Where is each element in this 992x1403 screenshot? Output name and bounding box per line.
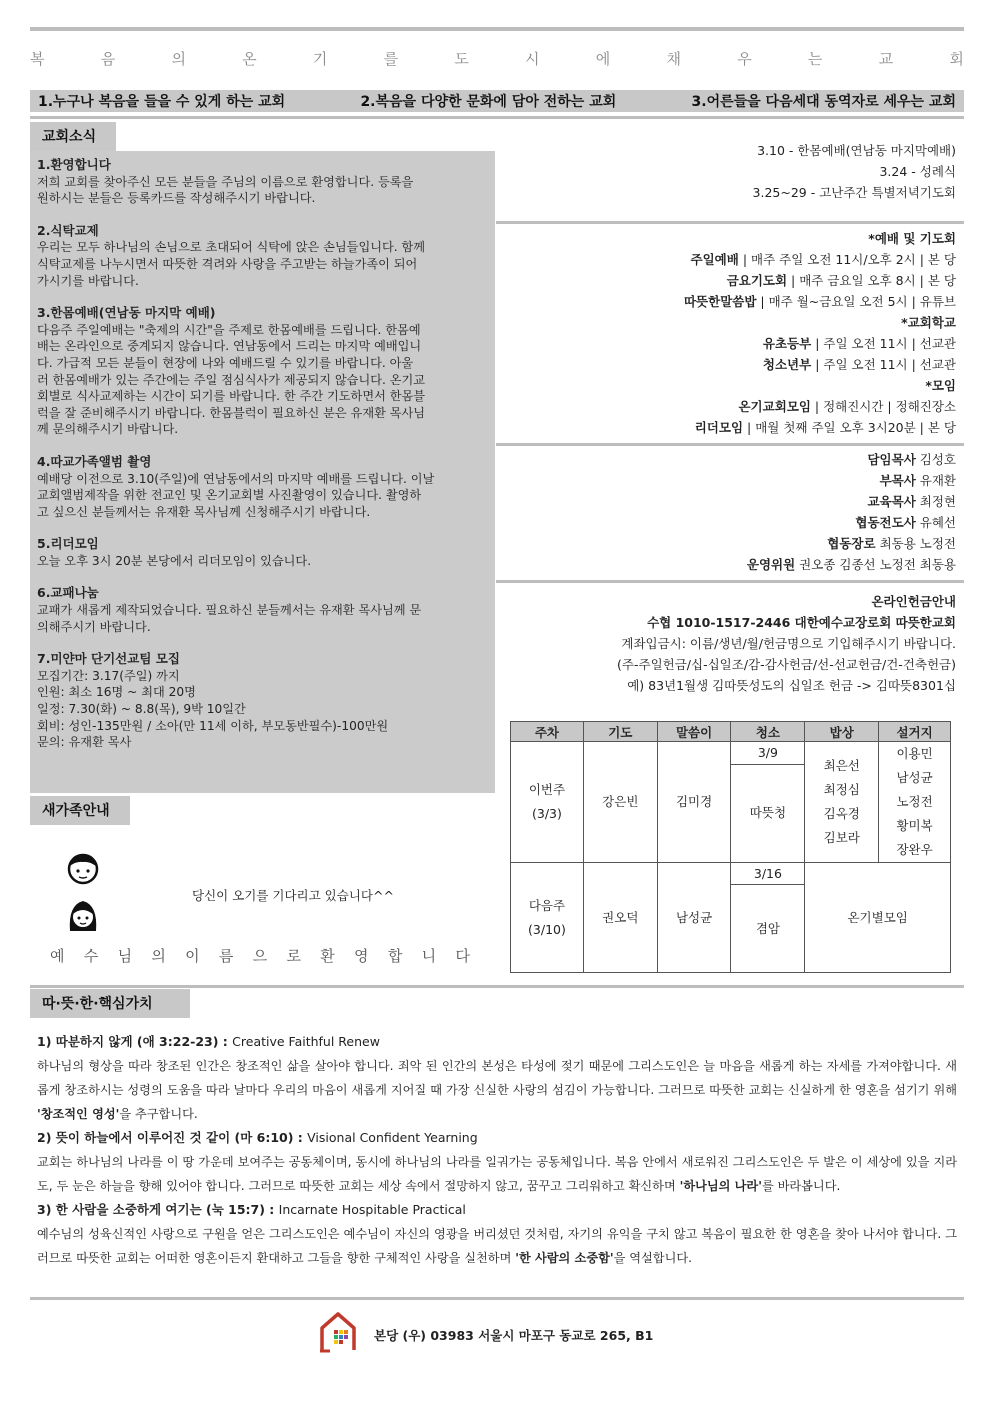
news-line: 회비: 성인-135만원 / 소아(만 11세 이하, 부모동반필수)-100만원 xyxy=(37,718,389,733)
staff-item xyxy=(496,554,956,575)
staff-item xyxy=(496,470,956,491)
week-cell: 다음주 (3/10) xyxy=(511,863,584,973)
prayer-cell: 권오덕 xyxy=(583,863,657,973)
value-3: 3.어른들을 다음세대 동역자로 세우는 교회 xyxy=(691,94,956,110)
offering-line: (주-주일헌금/십-십일조/감-감사헌금/선-선교헌금/건-건축헌금) xyxy=(617,657,956,672)
clean-date-cell: 3/9 xyxy=(731,742,805,765)
week-cell: 이번주 (3/3) xyxy=(511,742,584,863)
news-item-body xyxy=(37,471,488,521)
welcome-char: 환 xyxy=(320,947,335,965)
motto-char: 도 xyxy=(454,50,469,68)
core-value-title xyxy=(37,1030,957,1054)
motto-char: 시 xyxy=(525,50,540,68)
news-line: 고 싶으신 분들께서는 유재환 목사님께 신청해주시기 바랍니다. xyxy=(37,504,371,519)
schedule-item: 3.10 - 한몸예배(연남동 마지막예배) xyxy=(757,143,956,158)
cleaner-cell: 따뜻청 xyxy=(731,764,805,862)
column-header: 밥상 xyxy=(805,722,879,742)
worship-item-name: 따뜻한말씀밥 xyxy=(683,294,757,309)
core-value-emphasis: '창조적인 영성' xyxy=(37,1107,120,1121)
staff-item-detail: 유재환 xyxy=(915,473,956,488)
staff-item xyxy=(496,533,956,554)
online-offering-info xyxy=(496,591,964,696)
news-line: 다음주 주일예배는 "축제의 시간"을 주제로 한몸예배를 드립니다. 한몸예 xyxy=(37,322,421,337)
staff-item-name: 부목사 xyxy=(879,473,916,488)
motto-char: 우 xyxy=(737,50,752,68)
staff-item-detail: 최정현 xyxy=(915,494,956,509)
top-rule xyxy=(30,27,964,31)
core-rule-bottom xyxy=(30,1297,964,1300)
news-item-body xyxy=(37,553,488,570)
worship-item xyxy=(496,291,956,312)
welcome-char: 이 xyxy=(185,947,200,965)
news-line: 우리는 모두 하나님의 손님으로 초대되어 식탁에 앉은 손님들입니다. 함께 xyxy=(37,240,426,255)
dishes-cell xyxy=(879,742,951,863)
motto-char: 는 xyxy=(807,50,823,68)
person-name: 이용민 xyxy=(896,746,933,761)
core-value-title xyxy=(37,1126,957,1150)
meeting-item-detail: | 매월 첫째 주일 오후 3시20분 | 본 당 xyxy=(743,420,956,435)
worship-item-name: 금요기도회 xyxy=(726,273,788,288)
welcome-char: 합 xyxy=(387,947,403,965)
staff-item-name: 운영위원 xyxy=(746,557,796,572)
newcomer-footer xyxy=(50,945,470,966)
offering-line: 계좌입금시: 이름/생년/월/헌금명으로 기입해주시기 바랍니다. xyxy=(621,636,956,651)
welcome-char: 의 xyxy=(151,947,166,965)
staff-item-name: 담임목사 xyxy=(867,452,916,467)
offering-account: 수협 1010-1517-2446 대한예수교장로회 따뜻한교회 xyxy=(647,615,956,630)
news-item-title: 3.한몸예배(연남동 마지막 예배) xyxy=(37,305,216,321)
news-item-body xyxy=(37,668,488,751)
core-value-emphasis: '한 사람의 소중함' xyxy=(515,1251,614,1265)
news-item-body xyxy=(37,322,488,438)
news-line: 원하시는 분들은 등록카드를 작성해주시기 바랍니다. xyxy=(37,191,316,206)
core-value-title xyxy=(37,1198,957,1222)
staff-item xyxy=(496,449,956,470)
person-name: 장완우 xyxy=(896,842,933,857)
value-1: 1.누구나 복음을 들을 수 있게 하는 교회 xyxy=(38,94,286,110)
news-item xyxy=(37,157,488,207)
column-header: 기도 xyxy=(583,722,657,742)
church-news-box xyxy=(30,151,495,793)
worship-item-detail: | 매주 월~금요일 오전 5시 | 유튜브 xyxy=(756,294,956,309)
meeting-heading: *모임 xyxy=(925,378,956,393)
core-value-title-en: Visional Confident Yearning xyxy=(307,1130,478,1145)
news-item-title: 4.따교가족앨범 촬영 xyxy=(37,453,152,469)
person-name: 김보라 xyxy=(823,830,860,845)
news-item-title: 1.환영합니다 xyxy=(37,157,111,172)
news-section-label: 교회소식 xyxy=(30,122,116,151)
news-line: 교패가 새롭게 제작되었습니다. 필요하신 분들께서는 유재환 목사님께 문 xyxy=(37,603,422,618)
news-item xyxy=(37,536,488,569)
news-item-title: 5.리더모임 xyxy=(37,536,99,552)
staff-list xyxy=(496,449,964,575)
motto-char: 기 xyxy=(312,50,328,68)
person-name: 김옥경 xyxy=(823,806,860,821)
motto-char: 온 xyxy=(242,50,257,68)
core-rule-top xyxy=(30,985,964,988)
school-item-detail: | 주일 오전 11시 | 선교관 xyxy=(811,336,956,351)
meeting-item-detail: | 정해진시간 | 정해진장소 xyxy=(810,399,956,414)
meeting-item xyxy=(496,417,956,438)
person-name: 노정전 xyxy=(896,794,933,809)
worship-item-name: 주일예배 xyxy=(690,252,739,267)
news-line: 교회앨범제작을 위한 전교인 및 온기교회별 사진촬영이 있습니다. 촬영하 xyxy=(37,488,422,503)
news-item-body xyxy=(37,602,488,635)
prayer-cell: 강은빈 xyxy=(583,742,657,863)
news-line: 일정: 7.30(화) ~ 8.8(목), 9박 10일간 xyxy=(37,702,246,717)
core-value-body xyxy=(37,1222,957,1270)
core-value-body xyxy=(37,1150,957,1198)
motto-char: 교 xyxy=(878,50,894,68)
value-2: 2.복음을 다양한 문화에 담아 전하는 교회 xyxy=(360,94,617,110)
staff-item-name: 협동전도사 xyxy=(855,515,916,530)
news-line: 모집기간: 3.17(주일) 까지 xyxy=(37,668,180,683)
meeting-item-name: 리더모임 xyxy=(694,420,744,435)
reader-cell: 김미경 xyxy=(657,742,731,863)
offering-heading: 온라인헌금안내 xyxy=(871,594,956,609)
motto-char: 채 xyxy=(666,50,681,68)
column-header: 주차 xyxy=(511,722,584,742)
values-rule xyxy=(30,116,964,119)
column-header: 청소 xyxy=(731,722,805,742)
person-name: 최은선 xyxy=(823,758,860,773)
core-value-text: 하나님의 형상을 따라 창조된 인간은 창조적인 삶을 살아야 합니다. 죄악 된 인간의 본성은 타성에 젖기 때문에 그리스도인은 늘 마음을 새롭게 하는 자세를 가져야합니다. 새롭게 창조하시는 성령의 도움을 따라 날마다 우리의 마음이 새롭게 지어질 때 가장 신실한 사랑의 섬김이 가능합니다. 그러므로 따뜻한 교회는 신실하게 한 영혼을 섬기기 위해 xyxy=(37,1059,957,1097)
news-line: 예배당 이전으로 3.10(주일)에 연남동에서의 마지막 예배를 드립니다. 이날 xyxy=(37,471,435,486)
welcome-char: 로 xyxy=(286,947,301,965)
core-value-body xyxy=(37,1054,957,1126)
meal-cell xyxy=(805,742,879,863)
core-value-title-ko: 3) 한 사람을 소중하게 여기는 (눅 15:7) : xyxy=(37,1202,279,1217)
news-item-title: 2.식탁교제 xyxy=(37,222,99,238)
school-heading: *교회학교 xyxy=(901,315,956,330)
schedule-rule xyxy=(496,221,964,224)
news-item xyxy=(37,585,488,635)
core-value-tail: 을 추구합니다. xyxy=(119,1107,198,1121)
worship-item-detail: | 매주 금요일 오후 8시 | 본 당 xyxy=(787,273,956,288)
school-item xyxy=(496,354,956,375)
meal-cell: 온기별모임 xyxy=(805,863,951,973)
core-value-title-en: Incarnate Hospitable Practical xyxy=(278,1202,466,1217)
core-value-emphasis: '하나님의 나라' xyxy=(679,1179,762,1193)
staff-rule xyxy=(496,580,964,583)
news-line: 가시기를 바랍니다. xyxy=(37,273,139,288)
reader-cell: 남성균 xyxy=(657,863,731,973)
news-line: 배는 온라인으로 중계되지 않습니다. 연남동에서 드리는 마지막 예배입니 xyxy=(37,339,422,354)
person-name: 황미복 xyxy=(896,818,933,833)
cleaner-cell: 겸암 xyxy=(731,885,805,973)
welcome-char: 예 xyxy=(50,947,65,965)
news-item xyxy=(37,454,488,520)
news-item-title: 7.미얀마 단기선교팀 모집 xyxy=(37,651,180,667)
motto-char: 를 xyxy=(383,50,399,68)
school-item-detail: | 주일 오전 11시 | 선교관 xyxy=(811,357,956,372)
meeting-item xyxy=(496,396,956,417)
worship-rule xyxy=(496,443,964,446)
clean-date-cell: 3/16 xyxy=(731,863,805,885)
table-row xyxy=(511,863,951,885)
news-line: 러 한몸예배가 있는 주간에는 주일 점심식사가 제공되지 않습니다. 온기교 xyxy=(37,372,426,387)
news-item-body xyxy=(37,239,488,289)
staff-item-name: 협동장로 xyxy=(827,536,876,551)
staff-item-detail: 김성호 xyxy=(915,452,956,467)
core-value-text: 예수님의 성육신적인 사랑으로 구원을 얻은 그리스도인은 예수님이 자신의 영광을 버리셨던 것처럼, 자기의 유익을 구치 않고 복음이 필요한 한 영혼을 찾아 나서야 합니다. 그러므로 따뜻한 교회는 어떠한 영혼이든지 환대하고 그들을 향한 구체적인 사랑을 실천하며 xyxy=(37,1227,957,1265)
school-item xyxy=(496,333,956,354)
news-line: 식탁교제를 나누시면서 따뜻한 격려와 사랑을 주고받는 하늘가족이 되어 xyxy=(37,256,418,271)
motto-char: 에 xyxy=(595,50,611,68)
news-item xyxy=(37,223,488,289)
church-motto xyxy=(30,48,964,69)
column-header: 말씀이 xyxy=(657,722,731,742)
column-header: 설거지 xyxy=(879,722,951,742)
staff-item xyxy=(496,491,956,512)
welcome-char: 름 xyxy=(218,947,234,965)
welcome-char: 영 xyxy=(354,947,369,965)
person-name: 최정심 xyxy=(823,782,860,797)
motto-char: 복 xyxy=(30,50,45,68)
newcomer-section-label: 새가족안내 xyxy=(30,796,130,825)
core-values-section xyxy=(37,1030,957,1270)
news-item-title: 6.교패나눔 xyxy=(37,585,99,601)
motto-char: 회 xyxy=(949,50,964,68)
table-row xyxy=(511,742,951,765)
news-line: 오늘 오후 3시 20분 본당에서 리더모임이 있습니다. xyxy=(37,553,312,568)
schedule-item: 3.25~29 - 고난주간 특별저녁기도회 xyxy=(752,185,956,200)
welcome-char: 니 xyxy=(421,947,437,965)
motto-char: 음 xyxy=(100,50,116,68)
newcomer-message: 당신이 오기를 기다리고 있습니다^^ xyxy=(192,888,394,903)
offering-line: 예) 83년1월생 김따뜻성도의 십일조 헌금 -> 김따뜻8301십 xyxy=(627,678,956,693)
news-line: 의해주시기 바랍니다. xyxy=(37,619,151,634)
worship-item xyxy=(496,249,956,270)
schedule-item: 3.24 - 성례식 xyxy=(879,164,956,179)
motto-char: 의 xyxy=(171,50,186,68)
news-item xyxy=(37,305,488,438)
table-header-row xyxy=(511,722,951,742)
staff-item-detail: 유혜선 xyxy=(915,515,956,530)
welcome-char: 님 xyxy=(117,947,133,965)
news-line: 인원: 최소 16명 ~ 최대 20명 xyxy=(37,685,196,700)
news-item-body xyxy=(37,174,488,207)
church-values-bar xyxy=(30,90,964,112)
person-name: 남성균 xyxy=(896,770,933,785)
core-section-label: 따·뜻·한·핵심가치 xyxy=(30,989,190,1018)
woman-icon xyxy=(66,897,100,933)
meeting-item-name: 온기교회모임 xyxy=(738,399,811,414)
news-line: 럭을 잘 준비해주시기 바랍니다. 한몸블럭이 필요하신 분은 유재환 목사님 xyxy=(37,405,426,420)
worship-item-detail: | 매주 주일 오전 11시/오후 2시 | 본 당 xyxy=(738,252,956,267)
news-line: 문의: 유재환 목사 xyxy=(37,735,132,750)
man-icon xyxy=(66,850,100,886)
school-item-name: 청소년부 xyxy=(762,357,812,372)
core-value-text: 교회는 하나님의 나라를 이 땅 가운데 보여주는 공동체이며, 동시에 하나님의 나라를 일궈가는 공동체입니다. 복음 안에서 새로워진 그리스도인은 두 발은 이 세상에 있을 지라도, 두 눈은 하늘을 향해 있어야 합니다. 그러므로 따뜻한 교회는 세상 속에서 절망하지 않고, 꿈꾸고 그리워하고 확신하며 xyxy=(37,1155,957,1193)
worship-heading: *예배 및 기도회 xyxy=(868,231,956,246)
news-line: 다. 가급적 모든 분들이 현장에 나와 예배드릴 수 있기를 바랍니다. 아울 xyxy=(37,355,414,370)
staff-item xyxy=(496,512,956,533)
staff-item-detail: 최동용 노정전 xyxy=(875,536,956,551)
core-value-tail: 을 역설합니다. xyxy=(613,1251,692,1265)
footer-address: 본당 (우) 03983 서울시 마포구 동교로 265, B1 xyxy=(374,1328,654,1343)
news-item xyxy=(37,651,488,751)
core-value-title-en: Creative Faithful Renew xyxy=(232,1034,380,1049)
welcome-char: 수 xyxy=(83,947,99,965)
duty-roster-table xyxy=(510,721,951,973)
news-line: 회별로 식사교제하는 시간이 되기를 바랍니다. 한 주간 기도하면서 한몸블 xyxy=(37,389,426,404)
upcoming-schedule xyxy=(496,140,964,203)
staff-item-name: 교육목사 xyxy=(867,494,916,509)
core-value-title-ko: 2) 뜻이 하늘에서 이루어진 것 같이 (마 6:10) : xyxy=(37,1130,308,1145)
church-logo-icon xyxy=(318,1310,358,1354)
staff-item-detail: 권오종 김종선 노정전 최동용 xyxy=(795,557,956,572)
welcome-char: 으 xyxy=(252,947,268,965)
core-value-tail: 를 바라봅니다. xyxy=(761,1179,841,1193)
news-line: 저희 교회를 찾아주신 모든 분들을 주님의 이름으로 환영합니다. 등록을 xyxy=(37,174,414,189)
news-line: 께 문의해주시기 바랍니다. xyxy=(37,422,179,437)
core-value-title-ko: 1) 따분하지 않게 (애 3:22-23) : xyxy=(37,1034,233,1049)
school-item-name: 유초등부 xyxy=(762,336,812,351)
welcome-char: 다 xyxy=(455,947,470,965)
worship-schedule xyxy=(496,228,964,438)
worship-item xyxy=(496,270,956,291)
